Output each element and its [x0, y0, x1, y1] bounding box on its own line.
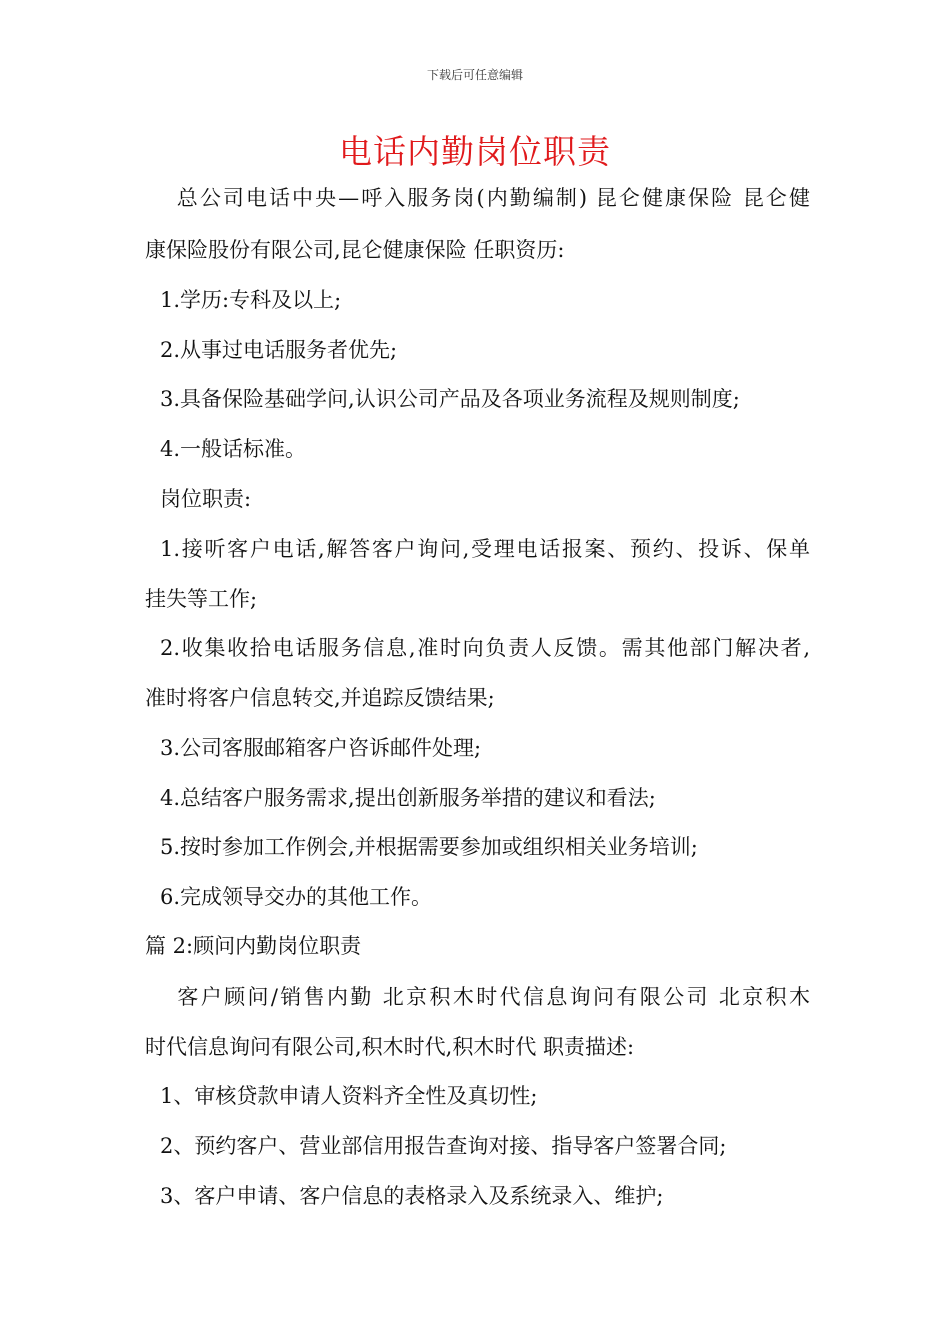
list-item: 2、预约客户、营业部信用报告查询对接、指导客户签署合同; — [160, 1134, 727, 1158]
list-item: 4.总结客户服务需求,提出创新服务举措的建议和看法; — [160, 786, 656, 810]
list-item: 3.公司客服邮箱客户咨诉邮件处理; — [160, 736, 482, 760]
list-item: 3、客户申请、客户信息的表格录入及系统录入、维护; — [160, 1184, 664, 1208]
list-item: 3.具备保险基础学问,认识公司产品及各项业务流程及规则制度; — [160, 387, 740, 411]
paragraph-line: 康保险股份有限公司,昆仑健康保险 任职资历: — [145, 238, 565, 262]
list-item: 5.按时参加工作例会,并根据需要参加或组织相关业务培训; — [160, 835, 698, 859]
list-item: 1、审核贷款申请人资料齐全性及真切性; — [160, 1084, 538, 1108]
list-item-continuation: 准时将客户信息转交,并追踪反馈结果; — [145, 686, 495, 710]
page-header-note: 下载后可任意编辑 — [426, 68, 523, 82]
list-item: 2.收集收拾电话服务信息,准时向负责人反馈。需其他部门解决者, — [160, 636, 810, 660]
section-heading: 岗位职责: — [160, 487, 252, 511]
paragraph-line: 客户顾问/销售内勤 北京积木时代信息询问有限公司 北京积木 — [145, 985, 810, 1009]
paragraph-line: 总公司电话中央—呼入服务岗(内勤编制) 昆仑健康保险 昆仑健 — [145, 186, 810, 210]
list-item: 1.学历:专科及以上; — [160, 288, 342, 312]
list-item: 4.一般话标准。 — [160, 437, 307, 461]
list-item: 6.完成领导交办的其他工作。 — [160, 885, 433, 909]
list-item-continuation: 挂失等工作; — [145, 587, 258, 611]
list-item: 2.从事过电话服务者优先; — [160, 338, 398, 362]
section-heading: 篇 2:顾问内勤岗位职责 — [145, 934, 362, 958]
paragraph-line: 时代信息询问有限公司,积木时代,积木时代 职责描述: — [145, 1035, 635, 1059]
document-title: 电话内勤岗位职责 — [339, 132, 611, 171]
list-item: 1.接听客户电话,解答客户询问,受理电话报案、预约、投诉、保单 — [160, 537, 810, 561]
